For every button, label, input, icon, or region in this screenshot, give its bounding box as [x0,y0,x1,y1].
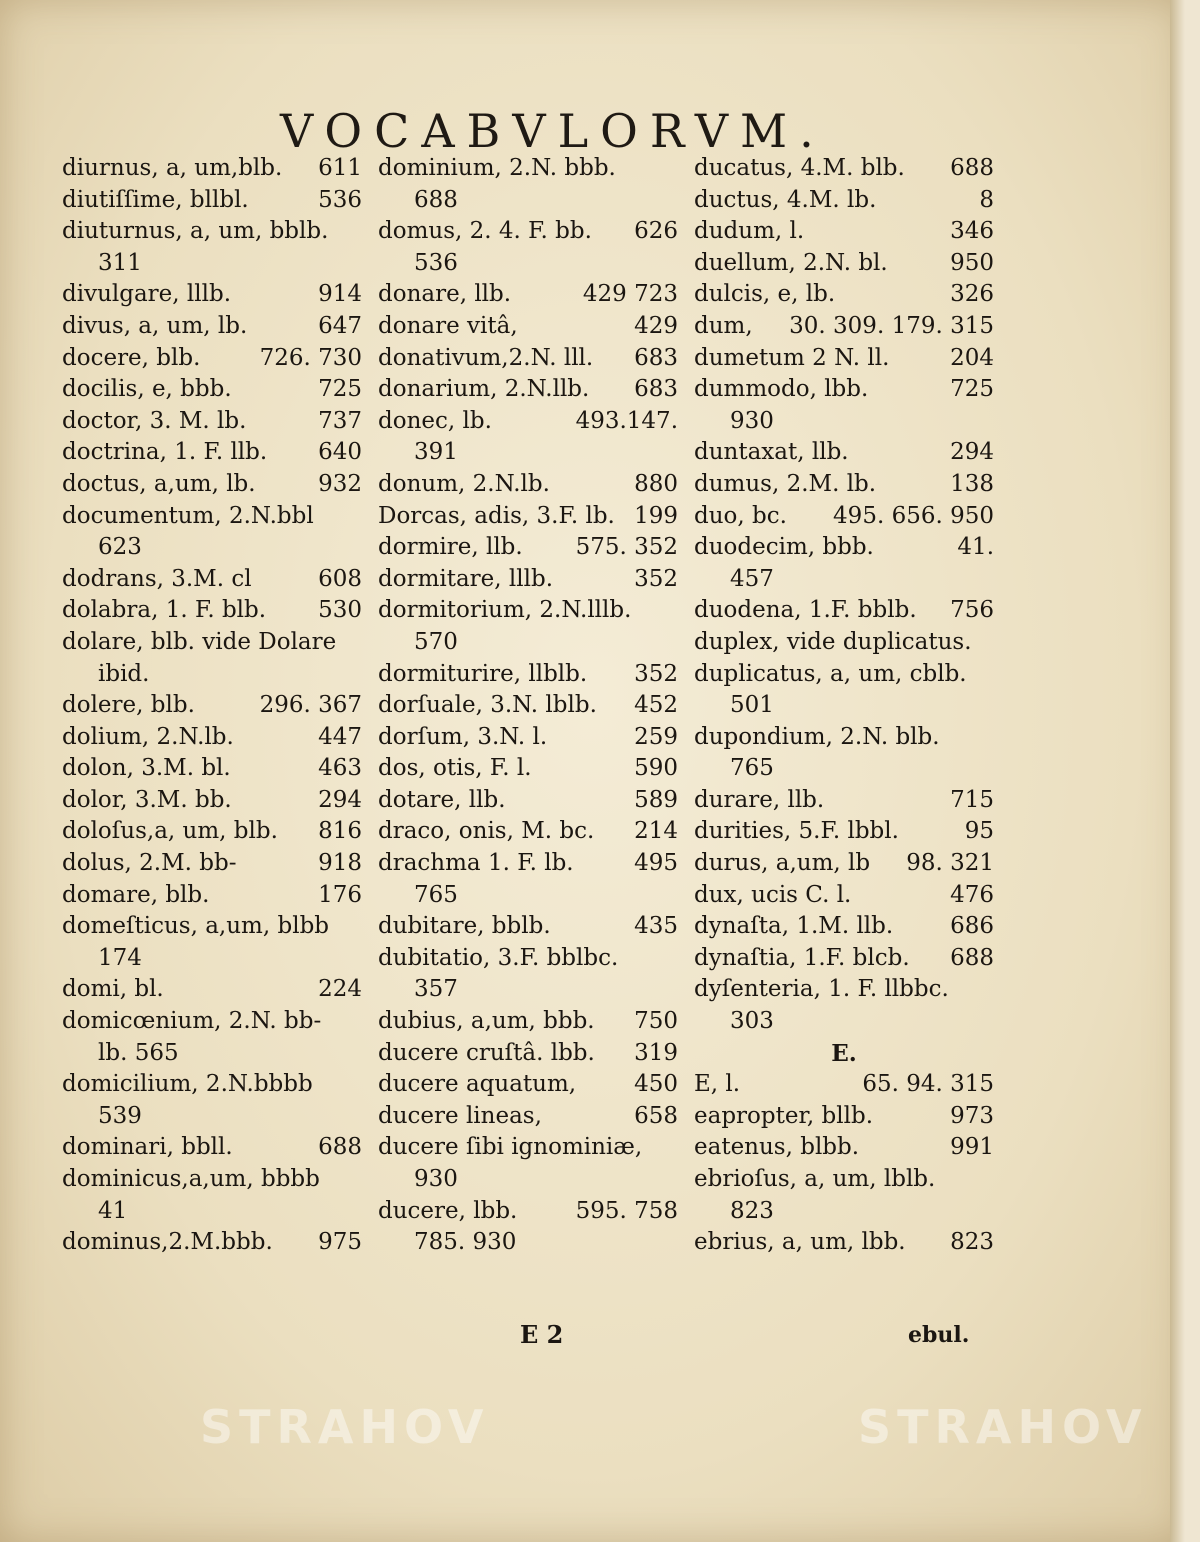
index-entry [694,659,994,691]
entry-page-refs [988,974,994,1006]
entry-page-refs: 8 [979,186,994,213]
index-entry [378,501,678,533]
entry-continuation: 357 [414,976,458,1003]
entry-page-refs: 41. [957,534,994,561]
entry-word: dormitorium, 2.N.lllb. [378,597,632,624]
entry-continuation: lb. 565 [98,1039,179,1066]
entry-word: dormiturire, llblb. [378,660,588,687]
index-entry [62,216,362,248]
index-entry [378,816,678,848]
entry-page-refs: 823 [950,1229,994,1256]
entry-page-refs: 683 [634,376,678,403]
entry-word: ducere cruſtâ. lbb. [378,1039,595,1066]
index-entry [62,311,362,343]
entry-word: doloſus,a, um, blb. [62,818,278,845]
index-entry [378,785,678,817]
entry-page-refs: 688 [950,944,994,971]
entry-continuation: 303 [730,1008,774,1035]
entry-page-refs [356,911,362,943]
index-entry [694,437,994,469]
entry-continuation: 930 [414,1166,458,1192]
entry-word: dubius, a,um, bbb. [378,1008,595,1035]
entry-word: durities, 5.F. lbbl. [694,818,899,845]
entry-word: eapropter, bllb. [694,1102,874,1129]
entry-continuation: 41 [98,1197,128,1224]
index-entry [694,974,994,1006]
index-entry [378,659,678,691]
entry-page-refs: 975 [318,1229,362,1256]
entry-page-refs [672,1132,678,1164]
entry-page-refs: 726. 730 [259,344,362,371]
entry-page-refs: 326 [950,281,994,308]
entry-word: dummodo, lbb. [694,376,869,403]
watermark-left: STRAHOV [200,1400,490,1454]
entry-word: ducere aquatum, [378,1071,577,1098]
index-entry [378,406,678,438]
index-entry [378,1196,678,1228]
entry-word: ebrius, a, um, lbb. [694,1229,906,1256]
entry-page-refs [672,595,678,627]
column-3 [694,153,994,1259]
index-entry [378,374,678,406]
entry-word: dodrans, 3.M. cl [62,565,252,592]
index-entry [378,153,678,185]
index-entry [694,311,994,343]
entry-page-refs: 352 [634,660,678,687]
index-entry [694,627,994,659]
index-entry [694,911,994,943]
index-entry [378,216,678,248]
entry-page-refs: 493.147. [575,407,678,434]
entry-word: diutiſſime, bllbl. [62,186,249,213]
entry-page-refs: 914 [318,281,362,308]
index-entry [694,343,994,375]
index-entry [62,627,362,659]
entry-page-refs: 816 [318,818,362,845]
entry-page-refs: 608 [318,565,362,592]
entry-page-refs: 686 [950,913,994,940]
entry-page-refs: 138 [950,470,994,497]
index-entry [62,185,362,217]
page-header: VOCABVLORVM. [280,104,826,158]
entry-word: dubitatio, 3.F. bblbc. [378,944,619,971]
entry-page-refs [356,501,362,533]
entry-page-refs [356,627,362,659]
entry-word: dorſum, 3.N. l. [378,723,548,750]
entry-page-refs [988,627,994,659]
index-entry [62,343,362,375]
entry-word: diuturnus, a, um, bblb. [62,218,329,245]
index-entry [62,911,362,943]
index-entry [694,279,994,311]
index-entry [694,1132,994,1164]
entry-page-refs [672,153,678,185]
entry-page-refs [988,722,994,754]
index-entry [62,501,362,533]
column-2 [378,153,678,1259]
entry-page-refs: 725 [318,376,362,403]
entry-page-refs: 435 [634,913,678,940]
entry-word: dormitare, lllb. [378,565,554,592]
entry-word: dolor, 3.M. bb. [62,786,232,813]
index-entry [694,185,994,217]
column-1 [62,153,362,1259]
index-entry [694,532,994,564]
entry-word: ductus, 4.M. lb. [694,186,877,213]
entry-word: domeſticus, a,um, blbb [62,913,330,940]
entry-word: donarium, 2.N.llb. [378,376,590,403]
entry-word: diurnus, a, um,blb. [62,155,283,181]
index-entry [378,1069,678,1101]
index-entry [378,532,678,564]
index-entry [62,564,362,596]
entry-page-refs: 319 [634,1039,678,1066]
entry-word: dubitare, bblb. [378,913,551,940]
section-letter: E. [831,1039,857,1067]
index-entry [62,785,362,817]
entry-page-refs: 204 [950,344,994,371]
entry-page-refs: 294 [318,786,362,813]
index-entry [62,595,362,627]
index-entry [62,722,362,754]
entry-page-refs: 688 [318,1134,362,1161]
entry-word: dominari, bbll. [62,1134,233,1161]
index-entry [378,722,678,754]
entry-word: domicilium, 2.N.bbbb [62,1071,313,1098]
entry-page-refs: 214 [634,818,678,845]
entry-page-refs: 737 [318,407,362,434]
entry-page-refs: 950 [950,249,994,276]
index-entry [62,816,362,848]
index-entry [694,153,994,185]
entry-page-refs: 973 [950,1102,994,1129]
index-entry [694,469,994,501]
entry-word: dynaſtia, 1.F. blcb. [694,944,910,971]
entry-page-refs: 880 [634,470,678,497]
entry-word: duellum, 2.N. bl. [694,249,888,276]
entry-continuation: 823 [730,1197,774,1224]
entry-page-refs [356,1006,362,1038]
entry-page-refs: 991 [950,1134,994,1161]
index-entry [694,248,994,280]
entry-page-refs: 647 [318,312,362,339]
index-entry [62,848,362,880]
entry-word: docilis, e, bbb. [62,376,232,403]
entry-word: doctor, 3. M. lb. [62,407,247,434]
entry-word: divulgare, lllb. [62,281,232,308]
index-entry [62,406,362,438]
entry-word: dolabra, 1. F. blb. [62,597,267,624]
entry-word: dulcis, e, lb. [694,281,836,308]
entry-word: draco, onis, M. bc. [378,818,595,845]
entry-page-refs: 536 [318,186,362,213]
entry-word: dolus, 2.M. bb- [62,850,237,877]
index-entry [378,911,678,943]
entry-page-refs: 688 [950,155,994,181]
entry-continuation: 785. 930 [414,1229,517,1256]
entry-page-refs: 176 [318,881,362,908]
entry-page-refs [988,659,994,691]
catchword: ebul. [908,1322,970,1348]
entry-page-refs: 683 [634,344,678,371]
entry-word: dolium, 2.N.lb. [62,723,234,750]
entry-word: dolon, 3.M. bl. [62,755,231,782]
index-entry [694,1164,994,1196]
entry-page-refs: 595. 758 [575,1197,678,1224]
entry-page-refs [672,943,678,975]
entry-page-refs [356,1164,362,1196]
entry-word: donare vitâ, [378,312,518,339]
entry-word: ebrioſus, a, um, lblb. [694,1166,936,1192]
entry-continuation: 688 [414,186,458,213]
entry-word: dominus,2.M.bbb. [62,1229,273,1256]
entry-page-refs: 30. 309. 179. 315 [789,312,994,339]
index-entry [378,343,678,375]
entry-page-refs: 429 [634,312,678,339]
entry-page-refs: 450 [634,1071,678,1098]
entry-word: domi, bl. [62,976,164,1003]
entry-page-refs: 611 [318,155,362,181]
entry-word: dux, ucis C. l. [694,881,852,908]
entry-word: Dorcas, adis, 3.F. lb. [378,502,615,529]
entry-word: drachma 1. F. lb. [378,850,574,877]
index-entry [62,279,362,311]
index-entry [62,469,362,501]
entry-word: dumetum 2 N. ll. [694,344,890,371]
entry-page-refs: 346 [950,218,994,245]
entry-page-refs: 575. 352 [575,534,678,561]
index-entry [62,437,362,469]
entry-word: docere, blb. [62,344,201,371]
entry-page-refs: 590 [634,755,678,782]
index-entry [62,1006,362,1038]
entry-page-refs: 95 [964,818,994,845]
entry-page-refs: 352 [634,565,678,592]
entry-continuation: ibid. [98,660,150,687]
entry-page-refs: 715 [950,786,994,813]
entry-word: divus, a, um, lb. [62,312,248,339]
entry-continuation: 765 [414,881,458,908]
entry-word: dos, otis, F. l. [378,755,532,782]
entry-page-refs: 98. 321 [906,850,994,877]
entry-word: donativum,2.N. lll. [378,344,594,371]
entry-word: domus, 2. 4. F. bb. [378,218,592,245]
entry-word: dupondium, 2.N. blb. [694,723,940,750]
entry-word: dolere, blb. [62,692,195,719]
entry-word: durus, a,um, lb [694,850,871,877]
entry-word: doctus, a,um, lb. [62,470,256,497]
entry-word: dum, [694,312,753,339]
entry-word: dudum, l. [694,218,805,245]
index-entry [378,1101,678,1133]
index-entry [378,690,678,722]
entry-word: ducere, lbb. [378,1197,518,1224]
entry-continuation: 930 [730,407,774,434]
entry-page-refs: 626 [634,218,678,245]
index-entry [62,153,362,185]
entry-continuation: 311 [98,249,142,276]
index-entry [694,216,994,248]
entry-continuation: 457 [730,565,774,592]
watermark-right: STRAHOV [858,1400,1148,1454]
index-entry [62,1132,362,1164]
index-entry [378,469,678,501]
entry-page-refs: 224 [318,976,362,1003]
entry-word: duodena, 1.F. bblb. [694,597,917,624]
entry-page-refs: 296. 367 [259,692,362,719]
entry-word: duntaxat, llb. [694,439,849,466]
index-entry [62,1069,362,1101]
entry-word: durare, llb. [694,786,825,813]
entry-word: duo, bc. [694,502,787,529]
entry-page-refs: 199 [634,502,678,529]
entry-word: dynaſta, 1.M. llb. [694,913,894,940]
index-entry [378,1132,678,1164]
entry-page-refs [988,1164,994,1196]
entry-page-refs: 495 [634,850,678,877]
entry-word: ducere lineas, [378,1102,542,1129]
entry-word: domicœnium, 2.N. bb- [62,1008,322,1035]
index-entry [694,374,994,406]
index-entry [694,1069,994,1101]
signature-mark: E 2 [520,1320,564,1349]
entry-word: duodecim, bbb. [694,534,874,561]
index-entry [378,943,678,975]
entry-word: doctrina, 1. F. llb. [62,439,268,466]
entry-page-refs: 589 [634,786,678,813]
index-entry [378,1038,678,1070]
entry-word: dorſuale, 3.N. lblb. [378,692,597,719]
entry-page-refs: 259 [634,723,678,750]
index-entry [694,943,994,975]
entry-word: dumus, 2.M. lb. [694,470,877,497]
entry-page-refs: 294 [950,439,994,466]
entry-page-refs: 658 [634,1102,678,1129]
entry-word: dyſenteria, 1. F. llbbc. [694,976,949,1003]
entry-word: dominicus,a,um, bbbb [62,1166,320,1192]
index-entry [694,501,994,533]
page-edge [1170,0,1185,1542]
index-entry [62,1164,362,1196]
entry-word: domare, blb. [62,881,210,908]
index-entry [378,564,678,596]
entry-word: duplicatus, a, um, cblb. [694,660,967,687]
entry-page-refs: 429 723 [582,281,678,308]
index-entry [62,753,362,785]
entry-continuation: 391 [414,439,458,466]
entry-word: dotare, llb. [378,786,506,813]
entry-continuation: 765 [730,755,774,782]
entry-word: duplex, vide duplicatus. [694,628,972,655]
entry-continuation: 536 [414,249,458,276]
entry-page-refs: 530 [318,597,362,624]
entry-word: dolare, blb. vide Dolare [62,628,337,655]
index-entry [378,311,678,343]
index-entry [62,880,362,912]
entry-continuation: 570 [414,628,458,655]
entry-word: documentum, 2.N.bbl [62,502,314,529]
entry-page-refs: 725 [950,376,994,403]
entry-continuation: 539 [98,1102,142,1129]
entry-word: ducere ſibi ignominiæ, [378,1134,643,1161]
entry-page-refs: 447 [318,723,362,750]
index-entry [378,279,678,311]
entry-word: dormire, llb. [378,534,523,561]
entry-word: donum, 2.N.lb. [378,470,550,497]
entry-word: dominium, 2.N. bbb. [378,155,616,181]
entry-page-refs: 65. 94. 315 [862,1071,994,1098]
index-entry [62,974,362,1006]
index-entry [378,595,678,627]
entry-continuation: 623 [98,534,142,561]
index-entry [694,848,994,880]
entry-page-refs: 756 [950,597,994,624]
index-entry [694,1227,994,1259]
entry-page-refs: 463 [318,755,362,782]
entry-continuation: 501 [730,692,774,719]
index-entry [378,848,678,880]
entry-page-refs: 750 [634,1008,678,1035]
entry-continuation: 174 [98,944,142,971]
entry-page-refs: 495. 656. 950 [833,502,994,529]
entry-page-refs: 640 [318,439,362,466]
entry-page-refs [356,216,362,248]
index-entry [694,722,994,754]
entry-word: E, l. [694,1071,741,1098]
index-entry [62,374,362,406]
entry-page-refs: 932 [318,470,362,497]
index-entry [378,753,678,785]
entry-page-refs: 918 [318,850,362,877]
entry-word: donec, lb. [378,407,492,434]
index-entry [378,1006,678,1038]
index-entry [694,816,994,848]
index-entry [694,1101,994,1133]
index-entry [694,595,994,627]
entry-page-refs [356,1069,362,1101]
index-entry [62,1227,362,1259]
entry-word: donare, llb. [378,281,512,308]
index-entry [62,690,362,722]
entry-word: ducatus, 4.M. blb. [694,155,905,181]
index-entry [694,880,994,912]
index-entry [694,785,994,817]
entry-page-refs: 452 [634,692,678,719]
entry-word: eatenus, blbb. [694,1134,860,1161]
entry-page-refs: 476 [950,881,994,908]
